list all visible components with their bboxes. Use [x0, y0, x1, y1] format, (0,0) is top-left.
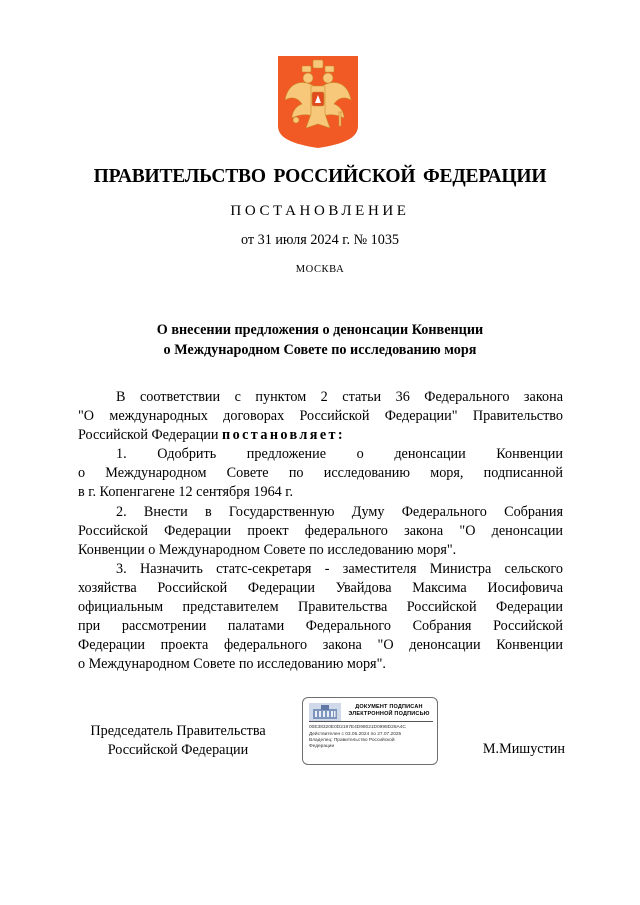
item-1-line: 1. Одобрить предложение о денонсации Конвенции — [116, 446, 563, 463]
signatory-name: М.Мишустин — [482, 741, 565, 757]
subject-line: О внесении предложения о денонсации Конвенции — [156, 322, 484, 338]
government-title: ПРАВИТЕЛЬСТВО РОССИЙСКОЙ ФЕДЕРАЦИИ — [93, 166, 547, 187]
item-3-line: официальным представителем Правительства Российской Федерации — [78, 599, 563, 616]
item-1-line: о Международном Совете по исследованию моря, подписанной — [78, 465, 563, 482]
government-building-icon — [309, 703, 341, 721]
stamp-title: ДОКУМЕНТ ПОДПИСАН — [355, 704, 423, 710]
item-2-line: 2. Внести в Государственную Думу Федерального Собрания — [116, 503, 563, 520]
subject-line: о Международном Совете по исследованию моря — [163, 342, 477, 358]
certificate-number: 00E38320E0D2197E4D98021D0998D28A4C — [309, 725, 406, 730]
document-body — [78, 388, 563, 674]
decrees-word: постановляет: — [222, 427, 346, 444]
city: МОСКВА — [295, 264, 345, 275]
position-line: Российской Федерации — [107, 742, 249, 758]
document-type: ПОСТАНОВЛЕНИЕ — [230, 203, 410, 219]
russian-coat-of-arms-icon — [278, 56, 358, 148]
preamble-line — [78, 426, 563, 445]
signatory-position — [78, 722, 278, 760]
stamp-divider — [309, 721, 433, 722]
item-3-line: Федерации проекта федерального закона "О денонсации Конвенции — [78, 637, 563, 654]
electronic-signature-stamp — [302, 697, 438, 765]
item-3-line: 3. Назначить статс-секретаря - заместителя Министра сельского — [116, 560, 563, 577]
preamble-line: "О международных договорах Российской Федерации" Правительство — [78, 408, 563, 425]
stamp-title: ЭЛЕКТРОННОЙ ПОДПИСЬЮ — [348, 711, 430, 717]
item-2-line: Конвенции о Международном Совете по исследованию моря". — [78, 541, 457, 558]
certificate-owner: Федерации — [309, 744, 335, 749]
certificate-owner: Владелец: Правительство Российской — [309, 738, 395, 743]
preamble-line: В соответствии с пунктом 2 статьи 36 Федерального закона — [116, 389, 563, 405]
position-line: Председатель Правительства — [90, 723, 266, 739]
item-3-line: о Международном Совете по исследованию моря". — [78, 656, 386, 673]
item-2-line: Российской Федерации проект федерального закона "О денонсации — [78, 522, 563, 539]
item-1-line: в г. Копенгагене 12 сентября 1964 г. — [78, 484, 294, 501]
preamble-text: Российской Федерации — [78, 427, 223, 444]
item-3-line: при рассмотрении палатами Федерального Собрания Российской — [78, 618, 563, 635]
item-3-line: хозяйства Российской Федерации Увайдова Максима Иосифовича — [78, 579, 563, 596]
certificate-validity: Действителен с 03.05.2024 по 27.07.2025 — [309, 732, 402, 737]
date-and-number: от 31 июля 2024 г. № 1035 — [240, 232, 400, 248]
document-subject — [0, 320, 640, 360]
